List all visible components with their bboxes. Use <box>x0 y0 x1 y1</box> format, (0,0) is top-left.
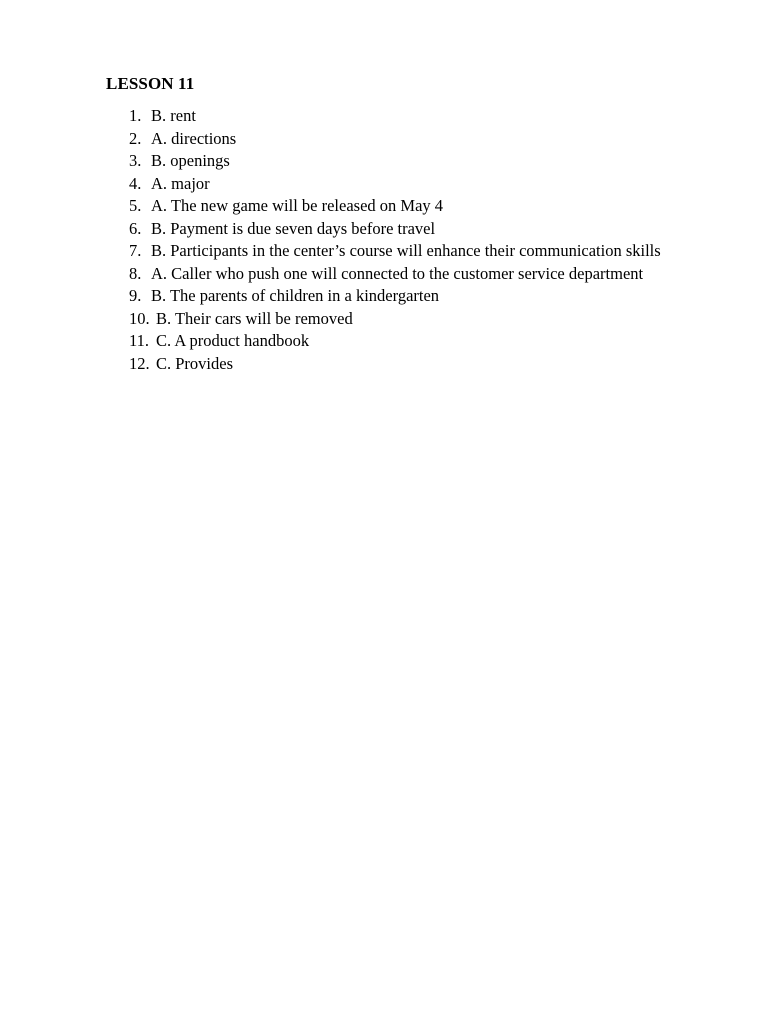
answer-text: B. The parents of children in a kindergarten <box>151 286 440 305</box>
answer-item <box>129 308 661 331</box>
answer-number: 12. <box>129 353 150 373</box>
answer-item <box>129 173 661 196</box>
answer-text: B. openings <box>151 151 230 170</box>
answer-number: 9. <box>129 286 142 305</box>
answer-item <box>129 240 661 263</box>
answer-number: 8. <box>129 263 142 283</box>
answer-item <box>129 263 661 286</box>
answer-number: 6. <box>129 218 142 238</box>
answer-item <box>129 353 661 376</box>
answer-number: 4. <box>129 173 142 193</box>
answer-text: C. Provides <box>156 353 234 373</box>
answer-number: 7. <box>129 241 142 260</box>
answer-text: A. The new game will be released on May 4 <box>151 196 444 215</box>
answer-text: A. Caller who push one will connected to the customer service department <box>151 263 644 283</box>
lesson-title: LESSON 11 <box>106 74 195 93</box>
answer-number: 3. <box>129 151 142 170</box>
answer-item <box>129 285 661 308</box>
answer-list <box>129 105 661 375</box>
answer-item <box>129 150 661 173</box>
answer-number: 5. <box>129 196 142 215</box>
answer-text: B. Payment is due seven days before travel <box>151 218 436 238</box>
answer-number: 2. <box>129 128 142 148</box>
answer-number: 11. <box>129 331 150 350</box>
answer-text: B. Participants in the center’s course will enhance their communication skills <box>151 241 661 260</box>
answer-number: 1. <box>129 106 142 125</box>
answer-text: B. Their cars will be removed <box>156 308 353 328</box>
answer-text: A. major <box>151 173 210 193</box>
answer-item <box>129 128 661 151</box>
answer-item <box>129 330 661 353</box>
answer-text: C. A product handbook <box>156 331 310 350</box>
answer-text: A. directions <box>151 128 237 148</box>
answer-item <box>129 218 661 241</box>
answer-item <box>129 195 661 218</box>
answer-text: B. rent <box>151 106 196 125</box>
answer-number: 10. <box>129 308 150 328</box>
answer-item <box>129 105 661 128</box>
